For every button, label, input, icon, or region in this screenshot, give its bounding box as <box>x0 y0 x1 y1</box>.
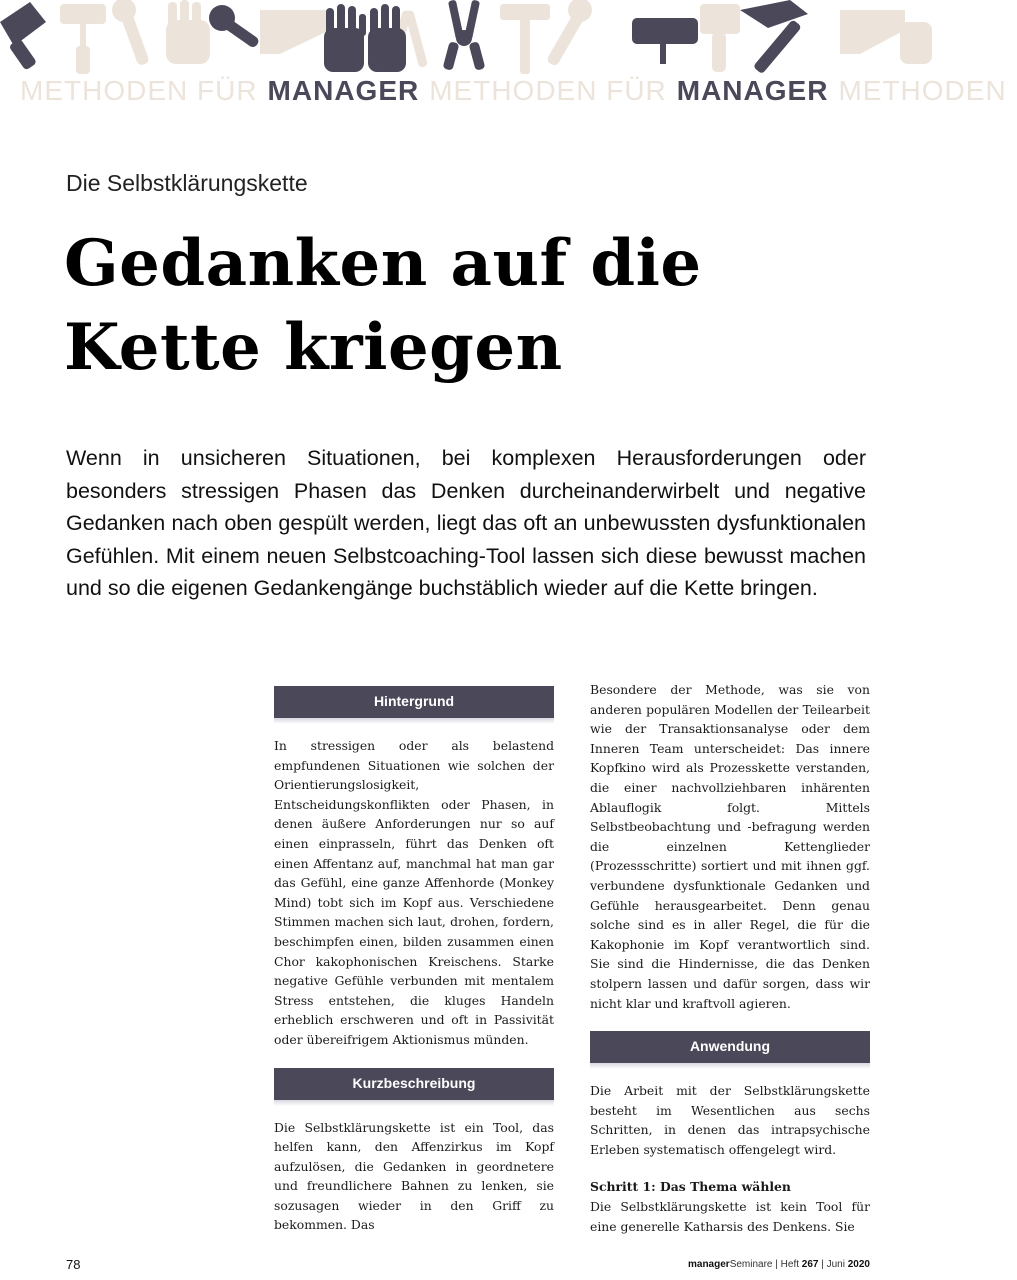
footer-separator: | Heft <box>772 1259 802 1270</box>
ribbon-text: METHODEN <box>838 75 1007 106</box>
hammer-icon <box>740 0 808 74</box>
brand-name: manager <box>688 1259 730 1270</box>
paint-roller-icon <box>60 4 106 74</box>
headline-line: Kette kriegen <box>64 310 563 385</box>
issue-year: 2020 <box>847 1259 870 1270</box>
step-title: Schritt 1: Das Thema wählen <box>590 1179 791 1195</box>
hammer-icon <box>500 4 550 74</box>
footer-issue-info <box>688 1259 870 1270</box>
wrench-icon <box>546 0 592 67</box>
paint-roller-icon <box>632 18 698 64</box>
saw-icon <box>260 10 330 54</box>
ribbon-text: METHODEN FÜR <box>429 75 667 106</box>
glove-icon <box>324 4 406 72</box>
article-kicker: Die Selbstklärungskette <box>66 170 308 196</box>
footer-separator: | Juni <box>818 1259 848 1270</box>
tools-illustration <box>0 0 932 78</box>
article-lead: Wenn in unsicheren Situationen, bei komplexen Herausforderungen oder besonders stressigen Phasen das Denken durcheinanderwirbelt und negative Gedanken nach oben gespült werden, liegt das oft an unbewussten dysfunktionalen Gefühlen. Mit einem neuen Selbstcoaching-Tool lassen sich diese bewusst machen und so die eigenen Gedankengänge buchstäblich wieder auf die Kette bringen. <box>66 446 866 600</box>
banner-ribbon <box>20 74 1017 108</box>
section-header-kurzbeschreibung: Kurzbeschreibung <box>274 1068 554 1100</box>
wrench-icon <box>112 0 150 66</box>
glove-icon <box>166 0 210 64</box>
glove-icon <box>900 22 932 64</box>
paragraph-kurzbeschreibung: Die Selbstklärungskette ist ein Tool, das helfen kann, den Affenzirkus im Kopf aufzulösen, die Gedanken in geordnetere und freundlichere Bahnen zu lenken, sie sozusagen wieder in den Griff zu bekommen. Das <box>274 1119 554 1233</box>
paintbrush-icon <box>0 2 46 71</box>
ribbon-text: METHODEN FÜR <box>20 75 258 106</box>
ribbon-text: MANAGER <box>676 75 829 106</box>
paragraph-anwendung: Die Arbeit mit der Selbstklärungskette besteht im Wesentlichen aus sechs Schritten, in denen das intrapsychische Erleben systematisch offengelegt wird. <box>590 1083 870 1157</box>
paragraph-step1: Die Selbstklärungskette ist kein Tool für eine generelle Katharsis des Denkens. Sie <box>590 1199 870 1234</box>
ribbon-text: MANAGER <box>267 75 420 106</box>
issue-number: 267 <box>801 1259 819 1270</box>
wrench-icon <box>209 5 260 49</box>
paragraph-continuation: Besondere der Methode, was sie von anderen populären Modellen der Teilearbeit wie der Transaktionsanalyse oder dem Inneren Team unterscheidet: Das innere Kopfkino wird als Prozesskette verstanden, die einer nachvollziehbaren inhärenten Ablauflogik folgt. Mittels Selbstbeobachtung und -befragung werden die einzelnen Kettenglieder (Prozessschritte) sortiert und mit ihnen ggf. verbundene dysfunktionale Gedanken und Gefühle herausgearbeitet. Denn genau solche sind es in aller Regel, die für die Kakophonie im Kopf verantwortlich sind. Sie sind die Hindernisse, die das Denken stolpern lassen und dafür sorgen, dass wir nicht klar und kraftvoll agieren. <box>590 682 870 1011</box>
paintbrush-icon <box>700 4 740 72</box>
headline-line: Gedanken auf die <box>64 226 702 301</box>
section-header-anwendung: Anwendung <box>590 1031 870 1063</box>
section-header-hintergrund: Hintergrund <box>274 686 554 718</box>
left-column <box>274 686 554 1253</box>
paragraph-hintergrund: In stressigen oder als belastend empfundenen Situationen wie solchen der Orientierungslosigkeit, Entscheidungskonflikten oder Phasen, in denen äußere Anforderungen nur so auf einen einprasseln, führt das Denken oft einen Affentanz auf, manchmal hat man gar das Gefühl, eine ganze Affenhorde (Monkey Mind) tobt sich im Kopf aus. Verschiedene Stimmen machen sich laut, drohen, fordern, beschimpfen einen, bilden zusammen einen Chor kakophonischen Kreischens. Starke negative Gefühle verbunden mit mentalem Stress entstehen, die kluges Handeln erheblich erschweren und oft in Passivität oder übereifrigem Aktionismus münden. <box>274 738 554 1047</box>
brand-suffix: Seminare <box>729 1259 773 1270</box>
page-number: 78 <box>66 1257 81 1272</box>
right-column <box>590 680 870 1236</box>
header-banner <box>0 0 1007 110</box>
article-headline <box>64 222 884 390</box>
saw-icon <box>840 10 905 54</box>
pliers-icon <box>443 0 486 71</box>
